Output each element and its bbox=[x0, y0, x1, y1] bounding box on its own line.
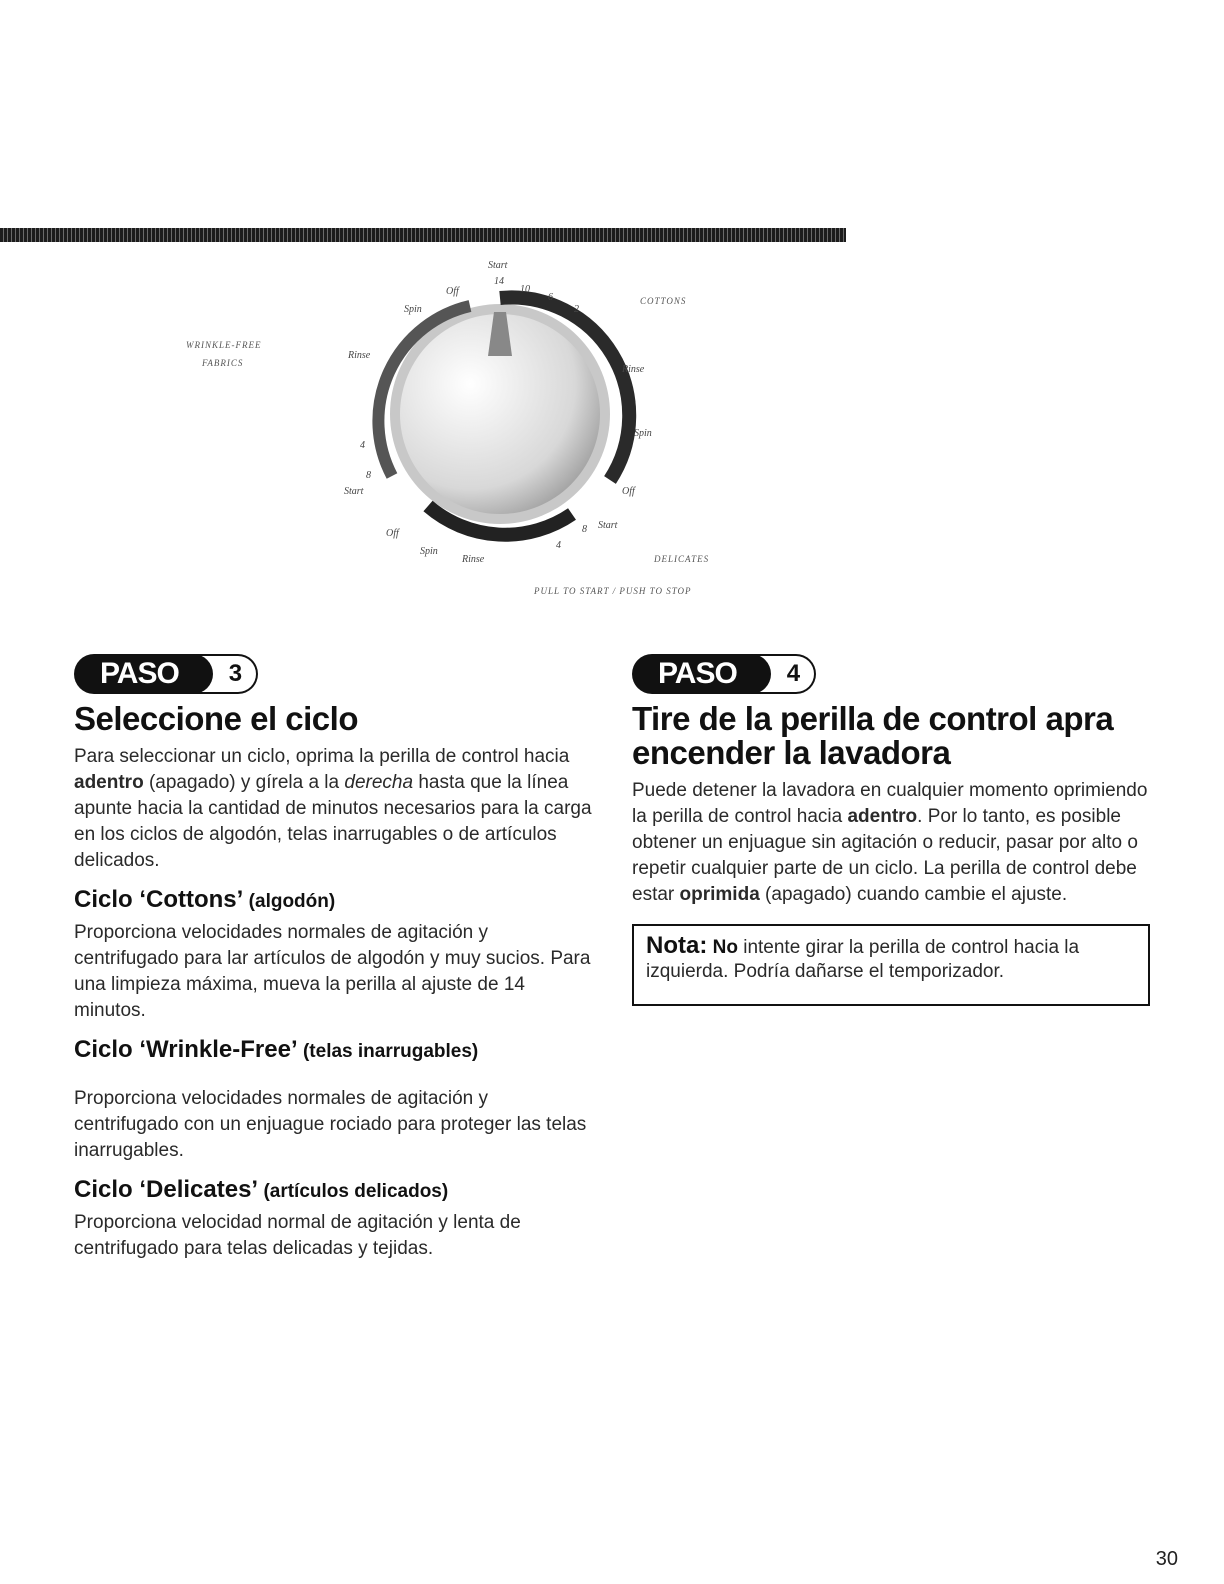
dial-label-8-bottom: 8 bbox=[582, 524, 587, 535]
step-3-title: Seleccione el ciclo bbox=[74, 700, 358, 737]
step-4-paso-label: PASO bbox=[632, 654, 759, 694]
body-text-3: (apagado) cuando cambie el ajuste. bbox=[759, 884, 1068, 905]
body-text-2: . Por lo tanto, es posible obtener un enjuague sin agitación o reducir, pasar por alto o repetir cualquier parte de un ciclo. La perilla de control debe estar bbox=[632, 806, 1138, 905]
top-rule-bar bbox=[0, 228, 846, 242]
dial-label-6: 6 bbox=[548, 292, 553, 303]
intro-text-3: hasta que la línea apunte hacia la cantidad de minutos necesarios para la carga en los ciclos de algodón, telas inarrugables o de artículos delicados. bbox=[74, 772, 592, 871]
cottons-text: Proporciona velocidades normales de agitación y centrifugado para lar artículos de algodón y muy sucios. Para una limpieza máxima, mueva la perilla al ajuste de 14 minutos. bbox=[74, 922, 591, 1021]
dial-cottons-label: COTTONS bbox=[640, 296, 687, 306]
control-dial-illustration bbox=[0, 244, 846, 634]
cottons-heading-main: Ciclo ‘Cottons’ bbox=[74, 886, 242, 913]
step-4-title: Tire de la perilla de control apra encender la lavadora bbox=[632, 700, 1114, 771]
intro-text-2: (apagado) y gírela a la bbox=[143, 772, 345, 793]
dial-label-rinse-bottom: Rinse bbox=[462, 554, 485, 565]
dial-label-rinse-right: Rinse bbox=[622, 364, 645, 375]
dial-label-off-right: Off bbox=[622, 486, 635, 497]
step-4-section bbox=[632, 650, 1152, 1006]
dial-label-off-bottom: Off bbox=[386, 528, 399, 539]
dial-delicates-label: DELICATES bbox=[654, 554, 710, 564]
delicates-heading-sub: (artículos delicados) bbox=[263, 1181, 449, 1202]
body-text-1: Puede detener la lavadora en cualquier momento oprimiendo la perilla de control hacia bbox=[632, 780, 1148, 827]
wrinkle-heading-main: Ciclo ‘Wrinkle-Free’ bbox=[74, 1036, 297, 1063]
dial-label-spin-top: Spin bbox=[404, 304, 422, 315]
dial-label-4-bottom: 4 bbox=[556, 540, 561, 551]
dial-label-start-bottom: Start bbox=[598, 520, 618, 531]
wrinkle-free-heading bbox=[74, 1036, 594, 1066]
dial-label-rinse-left: Rinse bbox=[348, 350, 371, 361]
dial-wrinkle-free-label-1: WRINKLE-FREE bbox=[186, 340, 262, 350]
dial-svg bbox=[0, 244, 846, 634]
dial-label-4-left: 4 bbox=[360, 440, 365, 451]
body-bold-oprimida: oprimida bbox=[679, 884, 760, 905]
step-4-body bbox=[632, 778, 1152, 908]
wrinkle-heading-sub: (telas inarrugables) bbox=[302, 1041, 479, 1062]
dial-label-off-top: Off bbox=[446, 286, 459, 297]
note-label: Nota: bbox=[646, 932, 708, 959]
step-3-intro bbox=[74, 744, 594, 874]
note-box bbox=[632, 924, 1150, 1006]
delicates-text: Proporciona velocidad normal de agitación y lenta de centrifugado para telas delicadas y tejidas. bbox=[74, 1212, 521, 1259]
body-bold-adentro: adentro bbox=[847, 806, 918, 827]
cottons-heading bbox=[74, 886, 594, 916]
dial-label-10: 10 bbox=[520, 284, 530, 295]
note-no: No bbox=[712, 937, 738, 958]
dial-label-spin-right: Spin bbox=[634, 428, 652, 439]
wrinkle-free-text: Proporciona velocidades normales de agitación y centrifugado con un enjuague rociado para proteger las telas inarrugables. bbox=[74, 1088, 587, 1161]
step-3-paso-label: PASO bbox=[74, 654, 201, 694]
delicates-heading-main: Ciclo ‘Delicates’ bbox=[74, 1176, 257, 1203]
intro-bold-adentro: adentro bbox=[74, 772, 144, 793]
step-3-badge bbox=[74, 650, 594, 698]
intro-text-1: Para seleccionar un ciclo, oprima la perilla de control hacia bbox=[74, 746, 570, 767]
dial-label-14: 14 bbox=[494, 276, 504, 287]
dial-label-start-top: Start bbox=[488, 260, 508, 271]
step-3-number: 3 bbox=[201, 654, 258, 694]
intro-italic-derecha: derecha bbox=[344, 772, 414, 793]
dial-label-2: 2 bbox=[574, 304, 579, 315]
note-text: intente girar la perilla de control hacia la izquierda. Podría dañarse el temporizador. bbox=[646, 937, 1080, 982]
dial-wrinkle-free-label-2: FABRICS bbox=[202, 358, 244, 368]
step-3-section bbox=[74, 650, 594, 1272]
step-4-badge bbox=[632, 650, 1152, 698]
dial-caption: PULL TO START / PUSH TO STOP bbox=[534, 586, 692, 596]
dial-label-spin-bottom: Spin bbox=[420, 546, 438, 557]
step-4-number: 4 bbox=[759, 654, 816, 694]
cottons-heading-sub: (algodón) bbox=[248, 891, 336, 912]
dial-label-start-left: Start bbox=[344, 486, 364, 497]
dial-label-8-left: 8 bbox=[366, 470, 371, 481]
page-number: 30 bbox=[1155, 1548, 1178, 1570]
delicates-heading bbox=[74, 1176, 594, 1206]
